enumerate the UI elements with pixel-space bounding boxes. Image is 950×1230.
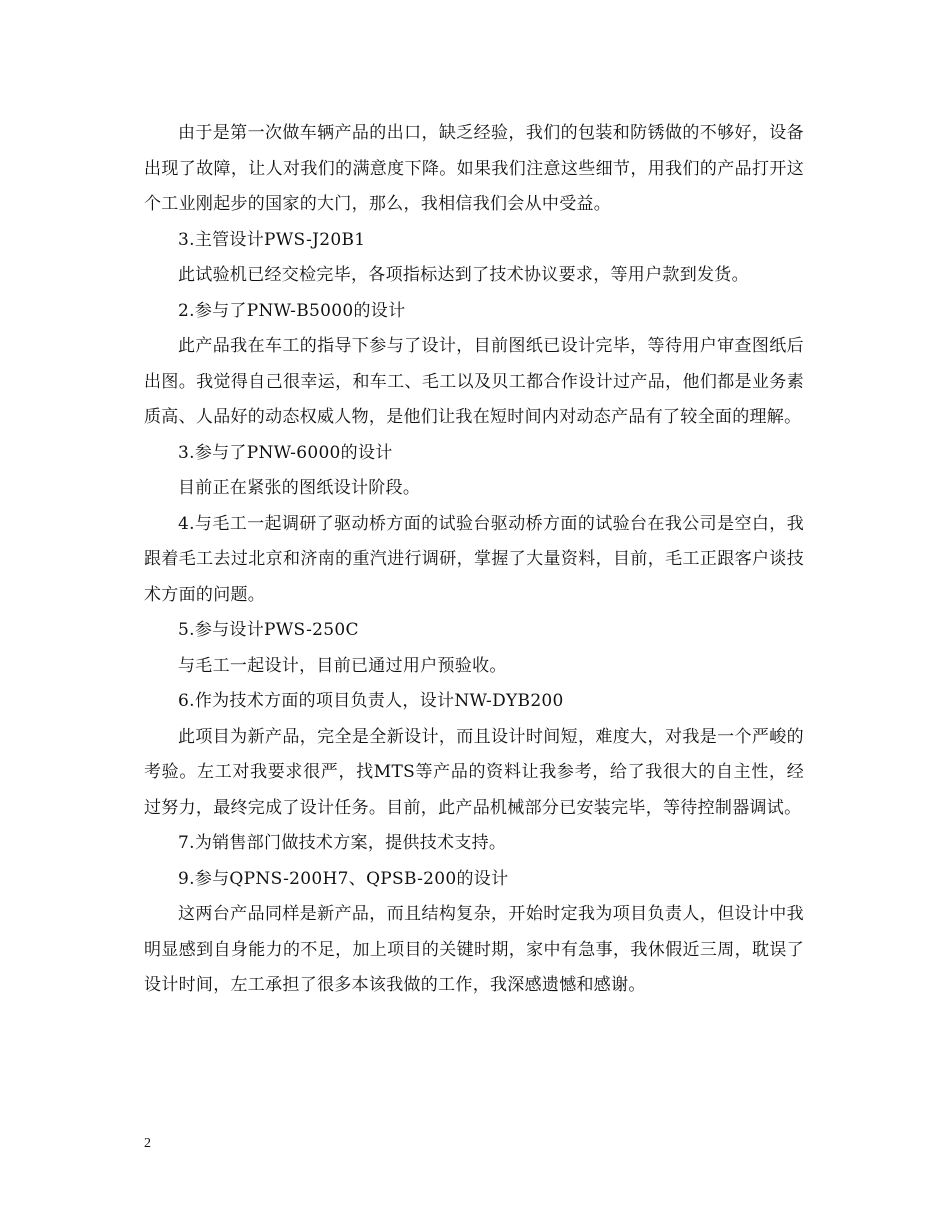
document-body: [144, 116, 804, 1004]
item-heading-sales-support: 7.为销售部门做技术方案，提供技术支持。: [178, 833, 507, 853]
paragraph-pws-j20b1: 此试验机已经交检完毕，各项指标达到了技术协议要求，等用户款到发货。: [178, 265, 749, 285]
item-heading-nw-dyb200: 6.作为技术方面的项目负责人，设计NW-DYB200: [178, 691, 564, 711]
paragraph-qpns-qpsb: 这两台产品同样是新产品，而且结构复杂，开始时定我为项目负责人，但设计中我明显感到自身能力的不足，加上项目的关键时期，家中有急事，我休假近三周，耽误了设计时间，左工承担了很多本该我做的工作，我深感遗憾和感谢。: [144, 904, 804, 995]
paragraph-nw-dyb200: 此项目为新产品，完全是全新设计，而且设计时间短，难度大，对我是一个严峻的考验。左工对我要求很严，找MTS等产品的资料让我参考，给了我很大的自主性，经过努力，最终完成了设计任务。目前，此产品机械部分已安装完毕，等待控制器调试。: [144, 726, 804, 818]
paragraph-drive-axle-research: 4.与毛工一起调研了驱动桥方面的试验台驱动桥方面的试验台在我公司是空白，我跟着毛工去过北京和济南的重汽进行调研，掌握了大量资料，目前，毛工正跟客户谈技术方面的问题。: [144, 513, 804, 605]
paragraph-pnw-b5000: 此产品我在车工的指导下参与了设计，目前图纸已设计完毕，等待用户审查图纸后出图。我觉得自己很幸运，和车工、毛工以及贝工都合作设计过产品，他们都是业务素质高、人品好的动态权威人物，是他们让我在短时间内对动态产品有了较全面的理解。: [144, 336, 804, 427]
item-heading-pnw-b5000: 2.参与了PNW-B5000的设计: [178, 300, 406, 321]
page-number: 2: [144, 1136, 151, 1151]
item-heading-pnw-6000: 3.参与了PNW-6000的设计: [178, 442, 393, 463]
paragraph-pnw-6000: 目前正在紧张的图纸设计阶段。: [178, 478, 421, 498]
item-heading-qpns-qpsb: 9.参与QPNS-200H7、QPSB-200的设计: [178, 868, 509, 889]
paragraph-export-experience: 由于是第一次做车辆产品的出口，缺乏经验，我们的包装和防锈做的不够好，设备出现了故障，让人对我们的满意度下降。如果我们注意这些细节，用我们的产品打开这个工业刚起步的国家的大门，那么，我相信我们会从中受益。: [144, 123, 804, 214]
item-heading-pws-j20b1: 3.主管设计PWS-J20B1: [178, 229, 366, 250]
paragraph-pws-250c: 与毛工一起设计，目前已通过用户预验收。: [178, 655, 507, 676]
item-heading-pws-250c: 5.参与设计PWS-250C: [178, 620, 359, 640]
